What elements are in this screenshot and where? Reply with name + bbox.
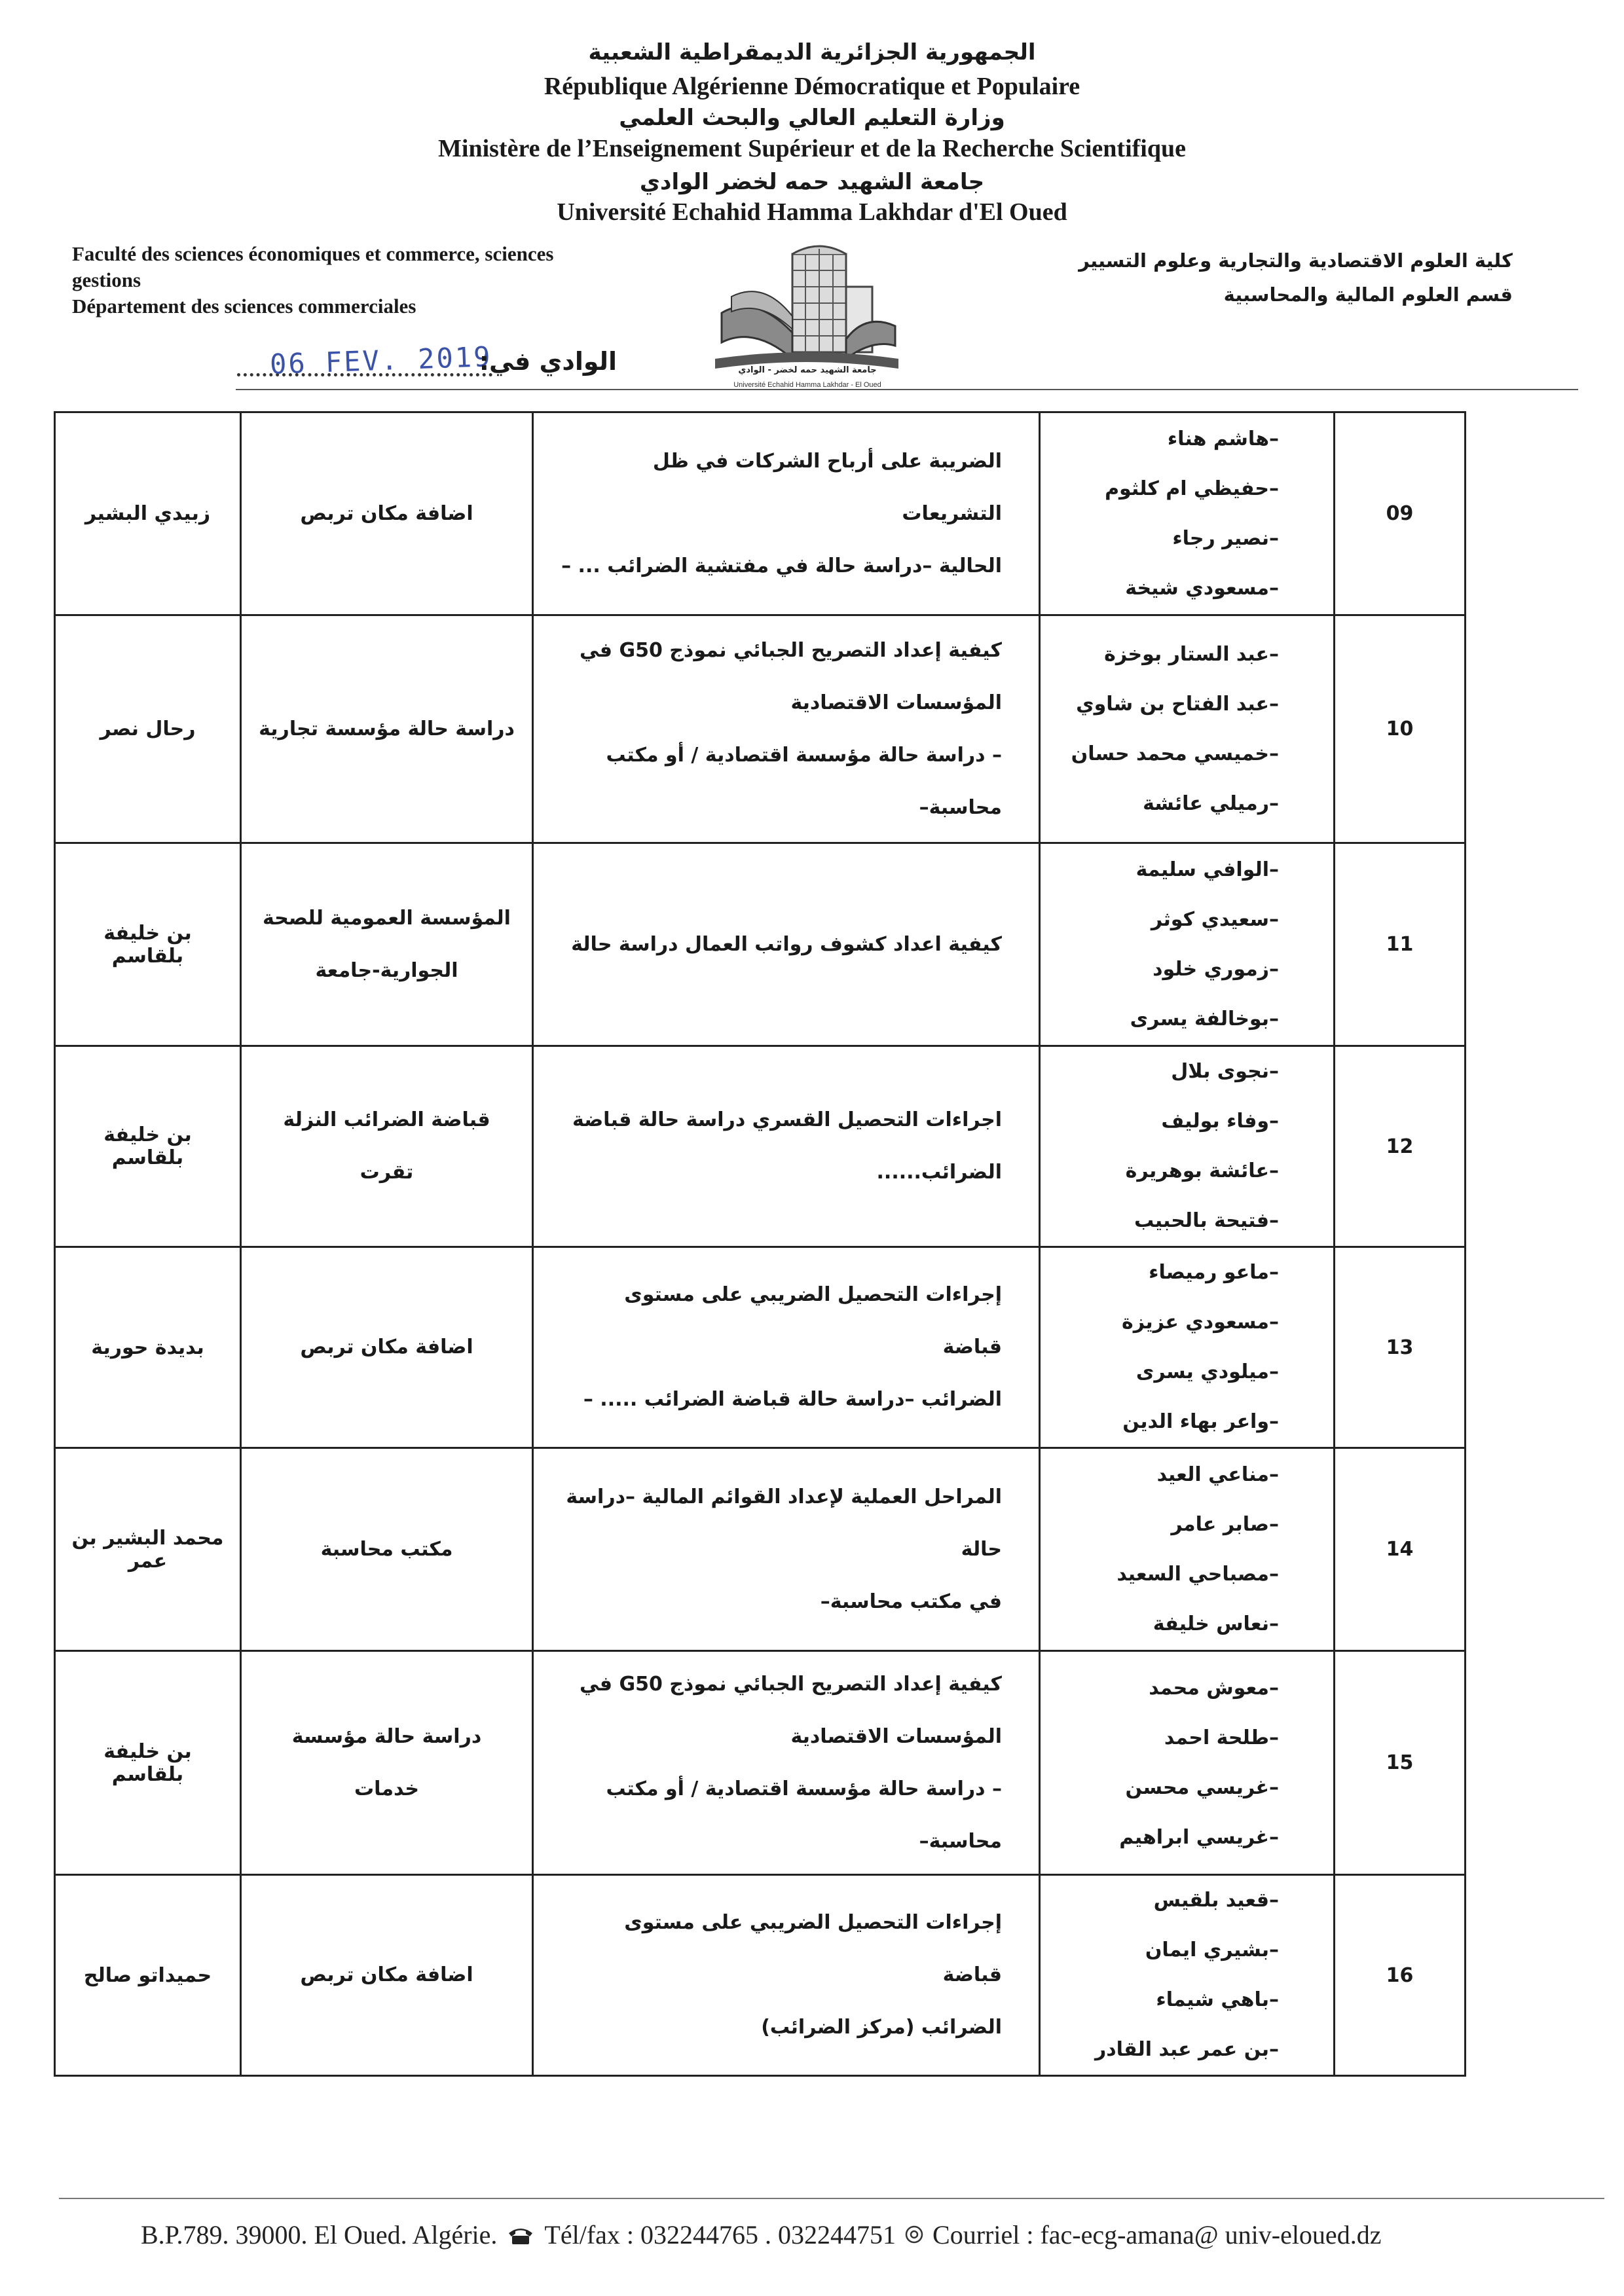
thesis-title-cell <box>533 615 1040 843</box>
supervisor-name: بديدة حورية <box>55 1247 241 1448</box>
date-stamp: 06 FEV. 2019 <box>269 340 493 380</box>
internship-place-line: دراسة حالة مؤسسة <box>291 1724 482 1748</box>
student-name: – بشيري ايمان <box>1047 1925 1307 1975</box>
thesis-title-line: إجراءات التحصيل الضريبي على مستوى قباضة <box>624 1911 1002 1986</box>
group-number: 12 <box>1335 1046 1466 1247</box>
logo-caption-fr: Université Echahid Hamma Lakhdar - El Oued <box>733 381 881 389</box>
internship-place-cell <box>241 1651 533 1875</box>
student-name: – عائشة بوهريرة <box>1047 1146 1307 1196</box>
student-name: – فتيحة بالحبيب <box>1047 1196 1307 1246</box>
student-name: – نجوى بلال <box>1047 1047 1307 1097</box>
students-table <box>54 411 1466 2077</box>
internship-place-line: مكتب محاسبة <box>320 1537 453 1561</box>
internship-place-cell <box>241 1046 533 1247</box>
university-ar: جامعة الشهيد حمه لخضر الوادي <box>639 169 985 195</box>
footer-email: Courriel : fac-ecg-amana@ univ-eloued.dz <box>932 2220 1382 2250</box>
footer-phone: Tél/fax : 032244765 . 032244751 <box>544 2220 896 2250</box>
group-number: 10 <box>1335 615 1466 843</box>
internship-place-cell <box>241 412 533 615</box>
thesis-title-line: الضريبة على أرباح الشركات في ظل التشريعات <box>652 449 1002 525</box>
thesis-title-line: الحالية –دراسة حالة في مفتشية الضرائب ... – <box>561 554 1002 577</box>
students-cell <box>1040 1448 1335 1651</box>
table-row <box>55 412 1466 615</box>
thesis-title-line: الضرائب...... <box>876 1161 1002 1184</box>
thesis-title-cell <box>533 412 1040 615</box>
internship-place-line: الجوارية-جامعة <box>315 958 458 982</box>
internship-place-cell <box>241 615 533 843</box>
students-cell <box>1040 1247 1335 1448</box>
student-name: – غريسي محسن <box>1047 1763 1307 1813</box>
student-name: – خميسي محمد حسان <box>1047 729 1307 779</box>
student-name: – عبد الفتاح بن شاوي <box>1047 680 1307 729</box>
internship-place-line: قباضة الضرائب النزلة <box>283 1108 490 1131</box>
student-name: – قعيد بلقيس <box>1047 1876 1307 1925</box>
thesis-title-line: – دراسة حالة مؤسسة اقتصادية / أو مكتب <box>606 1777 1002 1800</box>
student-name: – الوافي سليمة <box>1047 845 1307 895</box>
thesis-title-line: كيفية اعداد كشوف رواتب العمال دراسة حالة <box>571 932 1002 956</box>
student-name: – باهي شيماء <box>1047 1975 1307 2025</box>
department-fr: Département des sciences commerciales <box>72 295 416 318</box>
supervisor-name: بن خليفة بلقاسم <box>55 843 241 1046</box>
student-name: – مناعي العيد <box>1047 1450 1307 1500</box>
thesis-title-cell <box>533 1046 1040 1247</box>
table-row <box>55 1046 1466 1247</box>
student-name: – نصير رجاء <box>1047 514 1307 564</box>
thesis-title-line: اجراءات التحصيل القسري دراسة حالة قباضة <box>572 1108 1002 1131</box>
thesis-title-line: الضرائب (مركز الضرائب) <box>761 2016 1002 2039</box>
group-number: 14 <box>1335 1448 1466 1651</box>
header-divider <box>236 389 1578 390</box>
table-row <box>55 1448 1466 1651</box>
student-name: – مسعودي عزيزة <box>1047 1298 1307 1347</box>
table-row <box>55 1247 1466 1448</box>
thesis-title-line: المراحل العملية لإعداد القوائم المالية –دراسة حالة <box>566 1485 1002 1561</box>
thesis-title-cell <box>533 1448 1040 1651</box>
student-name: – بن عمر عبد القادر <box>1047 2025 1307 2075</box>
footer-address: B.P.789. 39000. El Oued. Algérie. <box>141 2220 498 2250</box>
internship-place-cell <box>241 1247 533 1448</box>
supervisor-name: زبيدي البشير <box>55 412 241 615</box>
students-cell <box>1040 1875 1335 2076</box>
thesis-title-line: الضرائب –دراسة حالة قباضة الضرائب ..... – <box>583 1388 1002 1411</box>
internship-place-line: تقرت <box>360 1161 414 1184</box>
thesis-title-cell <box>533 1651 1040 1875</box>
internship-place-line: خدمات <box>354 1777 419 1800</box>
students-cell <box>1040 1046 1335 1247</box>
date-field <box>237 342 617 388</box>
student-name: – طلحة احمد <box>1047 1713 1307 1763</box>
telephone-icon <box>506 2225 535 2245</box>
logo-caption-ar: جامعة الشهيد حمه لخضر - الوادي <box>738 365 877 375</box>
student-name: – هاشم هناء <box>1047 414 1307 464</box>
thesis-title-cell <box>533 843 1040 1046</box>
students-cell <box>1040 843 1335 1046</box>
department-ar: قسم العلوم المالية والمحاسبية <box>1223 283 1513 306</box>
supervisor-name: حميداتو صالح <box>55 1875 241 2076</box>
group-number: 15 <box>1335 1651 1466 1875</box>
faculty-fr-line2: gestions <box>72 268 141 291</box>
table-row <box>55 615 1466 843</box>
footer-divider <box>59 2198 1604 2199</box>
student-name: – زموري خلود <box>1047 945 1307 994</box>
student-name: – ميلودي يسرى <box>1047 1347 1307 1397</box>
faculty-ar: كلية العلوم الاقتصادية والتجارية وعلوم التسيير <box>1079 249 1513 272</box>
students-cell <box>1040 615 1335 843</box>
student-name: – وفاء بوليف <box>1047 1097 1307 1146</box>
republic-fr: République Algérienne Démocratique et Populaire <box>544 73 1080 100</box>
student-name: – سعيدي كوثر <box>1047 895 1307 945</box>
students-cell <box>1040 1651 1335 1875</box>
thesis-title-line: المؤسسات الاقتصادية <box>790 1724 1002 1748</box>
student-name: – غريسي ابراهيم <box>1047 1813 1307 1863</box>
internship-place-cell <box>241 1448 533 1651</box>
student-name: – واعر بهاء الدين <box>1047 1397 1307 1447</box>
group-number: 09 <box>1335 412 1466 615</box>
students-cell <box>1040 412 1335 615</box>
group-number: 13 <box>1335 1247 1466 1448</box>
thesis-title-line: المؤسسات الاقتصادية <box>790 691 1002 714</box>
university-fr: Université Echahid Hamma Lakhdar d'El Oued <box>557 198 1067 226</box>
thesis-title-line: محاسبة– <box>919 1829 1002 1853</box>
republic-ar: الجمهورية الجزائرية الديمقراطية الشعبية <box>588 39 1036 65</box>
thesis-title-line: محاسبة– <box>919 795 1002 819</box>
student-name: – ماعو رميصاء <box>1047 1248 1307 1298</box>
internship-place-line: اضافة مكان تربص <box>300 1336 473 1358</box>
student-name: – حفيظي ام كلثوم <box>1047 464 1307 514</box>
internship-place-line: اضافة مكان تربص <box>300 1963 473 1986</box>
student-name: – مصباحي السعيد <box>1047 1550 1307 1599</box>
faculty-fr-line1: Faculté des sciences économiques et commerce, sciences <box>72 242 554 265</box>
student-name: – بوخالفة يسرى <box>1047 994 1307 1044</box>
internship-place-line: اضافة مكان تربص <box>300 501 473 525</box>
at-sign-icon <box>905 2225 923 2244</box>
supervisor-name: محمد البشير بن عمر <box>55 1448 241 1651</box>
table-row <box>55 1651 1466 1875</box>
supervisor-name: بن خليفة بلقاسم <box>55 1651 241 1875</box>
internship-place-cell <box>241 843 533 1046</box>
student-name: – عبد الستار بوخزة <box>1047 630 1307 680</box>
thesis-title-line: – دراسة حالة مؤسسة اقتصادية / أو مكتب <box>606 743 1002 767</box>
group-number: 11 <box>1335 843 1466 1046</box>
thesis-title-line: كيفية إعداد التصريح الجبائي نموذج G50 في <box>580 638 1002 662</box>
student-name: – نعاس خليفة <box>1047 1599 1307 1649</box>
student-name: – صابر عامر <box>1047 1500 1307 1550</box>
thesis-title-line: كيفية إعداد التصريح الجبائي نموذج G50 في <box>580 1672 1002 1696</box>
ministry-fr: Ministère de l’Enseignement Supérieur et de la Recherche Scientifique <box>438 135 1186 162</box>
internship-place-line: المؤسسة العمومية للصحة <box>263 906 511 930</box>
student-name: – رميلي عائشة <box>1047 779 1307 829</box>
student-name: – مسعودي شيخة <box>1047 564 1307 613</box>
internship-place-cell <box>241 1875 533 2076</box>
student-name: – معوش محمد <box>1047 1664 1307 1713</box>
thesis-title-line: إجراءات التحصيل الضريبي على مستوى قباضة <box>624 1283 1002 1358</box>
group-number: 16 <box>1335 1875 1466 2076</box>
table-row <box>55 1875 1466 2076</box>
table-row <box>55 843 1466 1046</box>
supervisor-name: رحال نصر <box>55 615 241 843</box>
thesis-title-cell <box>533 1875 1040 2076</box>
thesis-title-line: في مكتب محاسبة– <box>820 1590 1002 1613</box>
internship-place-line: دراسة حالة مؤسسة تجارية <box>259 717 515 740</box>
footer <box>141 2219 1581 2250</box>
thesis-title-cell <box>533 1247 1040 1448</box>
supervisor-name: بن خليفة بلقاسم <box>55 1046 241 1247</box>
ministry-ar: وزارة التعليم العالي والبحث العلمي <box>619 105 1005 131</box>
faculty-fr-block <box>72 241 701 319</box>
faculty-ar-block <box>1015 244 1513 312</box>
date-label: الوادي في: <box>479 347 617 376</box>
